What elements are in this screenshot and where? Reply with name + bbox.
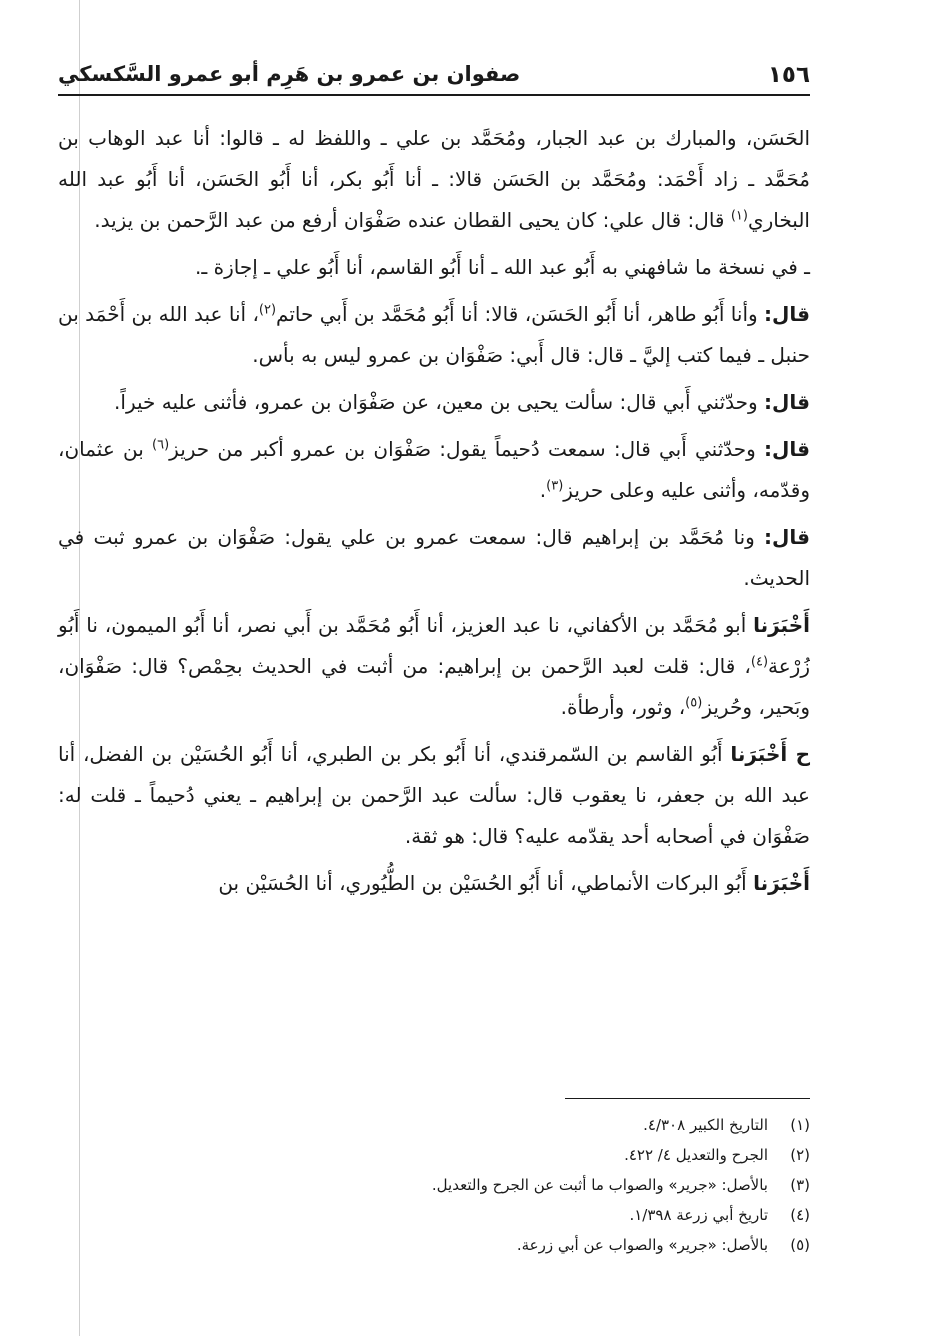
- footnote-text: تاريخ أبي زرعة ١/٣٩٨.: [629, 1206, 768, 1224]
- paragraph-2: [58, 247, 810, 288]
- text-run: ، وثور، وأرطأة.: [560, 695, 686, 719]
- footnote-number: (٢): [790, 1146, 810, 1164]
- footnote-text: بالأصل: «جرير» والصواب عن أبي زرعة.: [516, 1236, 768, 1254]
- footnote-number: (٥): [790, 1236, 810, 1254]
- paragraph-3: [58, 294, 810, 376]
- text-run: أَبُو القاسم بن السّمرقندي، أنا أَبُو بكر بن الطبري، أنا أَبُو الحُسَيْن بن الفضل، أنا عبد الله بن جعفر، نا يعقوب قال: سألت عبد الرَّحمن بن إبراهيم ـ يعني دُحيماً ـ قلت له: صَفْوَان في أصحابه أحد يقدّمه عليه؟ قال: هو ثقة.: [58, 742, 810, 848]
- text-run: أبو مُحَمَّد بن الأكفاني، نا عبد العزيز، أنا أَبُو مُحَمَّد بن أَبي نصر، أنا أَبُو الميمون، نا أَبُو زُرْعة: [58, 613, 810, 678]
- paragraph-lead: أَخْبَرَنا: [753, 871, 810, 895]
- text-run: وأنا أَبُو طاهر، أنا أَبُو الحَسَن، قالا: أنا أَبُو مُحَمَّد بن أَبي حاتم: [276, 302, 765, 326]
- footnote-item: [58, 1110, 810, 1140]
- footnote-text: التاريخ الكبير ٤/٣٠٨.: [643, 1116, 768, 1134]
- paragraph-lead: قال:: [764, 525, 810, 549]
- text-run: ونا مُحَمَّد بن إبراهيم قال: سمعت عمرو بن علي يقول: صَفْوَان بن عمرو ثبت في الحديث.: [58, 525, 810, 590]
- paragraph-lead: أَخْبَرَنا: [753, 613, 810, 637]
- footnote-ref[interactable]: (٣): [546, 478, 564, 494]
- page-number: ١٥٦: [767, 62, 810, 88]
- footnote-number: (٤): [790, 1206, 810, 1224]
- text-run: وحدّثني أَبي قال: سألت يحيى بن معين، عن صَفْوَان بن عمرو، فأثنى عليه خيراً.: [114, 390, 765, 414]
- main-text: [58, 118, 810, 910]
- footnote-ref[interactable]: (١): [730, 208, 748, 224]
- footnote-text: بالأصل: «جرير» والصواب ما أثبت عن الجرح والتعديل.: [431, 1176, 768, 1194]
- footnote-separator: [565, 1098, 810, 1099]
- paragraph-9: [58, 863, 810, 904]
- paragraph-5: [58, 429, 810, 511]
- footnote-ref[interactable]: (٢): [258, 302, 277, 318]
- paragraph-lead: قال:: [764, 302, 810, 326]
- paragraph-8: [58, 734, 810, 857]
- text-run: الحَسَن، والمبارك بن عبد الجبار، ومُحَمَّد بن علي ـ واللفظ له ـ قالوا: أنا عبد الوهاب بن مُحَمَّد ـ زاد أَحْمَد: ومُحَمَّد بن الحَسَن قالا: ـ أنا أَبُو بكر، أنا أَبُو الحَسَن، أنا أَبُو عبد الله البخاري: [58, 126, 810, 232]
- footnote-text: الجرح والتعديل ٤/ ٤٢٢.: [624, 1146, 768, 1164]
- footnote-ref[interactable]: (٦): [152, 437, 170, 453]
- paragraph-7: [58, 605, 810, 728]
- footnote-item: [58, 1230, 810, 1260]
- footnote-item: [58, 1140, 810, 1170]
- paragraph-lead: ح أَخْبَرَنا: [730, 742, 810, 766]
- footnote-number: (٣): [790, 1176, 810, 1194]
- footnote-ref[interactable]: (٤): [750, 654, 769, 670]
- text-run: أَبُو البركات الأنماطي، أنا أَبُو الحُسَيْن بن الطُّيُوري، أنا الحُسَيْن بن: [218, 871, 754, 895]
- paragraph-6: [58, 517, 810, 599]
- text-run: ، أنا عبد الله بن أَحْمَد بن حنبل ـ فيما كتب إليَّ ـ قال: قال أَبي: صَفْوَان بن عمرو ليس به بأس.: [58, 302, 810, 367]
- text-run: قال: قال علي: كان يحيى القطان عنده صَفْوَان أرفع من عبد الرَّحمن بن يزيد.: [94, 208, 731, 232]
- text-run: ـ في نسخة ما شافهني به أَبُو عبد الله ـ أنا أَبُو القاسم، أنا أَبُو علي ـ إجازة ـ.: [195, 255, 810, 279]
- text-run: بن عثمان، وقدّمه، وأثنى عليه وعلى حريز: [58, 437, 810, 502]
- paragraph-lead: قال:: [764, 437, 810, 461]
- paragraph-1: [58, 118, 810, 241]
- footnote-item: [58, 1170, 810, 1200]
- footnote-item: [58, 1200, 810, 1230]
- paragraph-4: [58, 382, 810, 423]
- text-run: .: [539, 478, 547, 502]
- running-title: صفوان بن عمرو بن هَرِم أبو عمرو السَّكسكي: [58, 62, 521, 86]
- text-run: وحدّثني أَبي قال: سمعت دُحيماً يقول: صَفْوَان بن عمرو أكبر من حريز: [169, 437, 765, 461]
- paragraph-lead: قال:: [764, 390, 810, 414]
- text-run: ، قال: قلت لعبد الرَّحمن بن إبراهيم: من أثبت في الحديث بحِمْص؟ قال: صَفْوَان، وبَحير، وحُريز: [58, 654, 810, 719]
- footnote-number: (١): [790, 1116, 810, 1134]
- footnotes: [58, 1110, 810, 1260]
- footnote-ref[interactable]: (٥): [685, 695, 703, 711]
- page-header: [58, 56, 810, 96]
